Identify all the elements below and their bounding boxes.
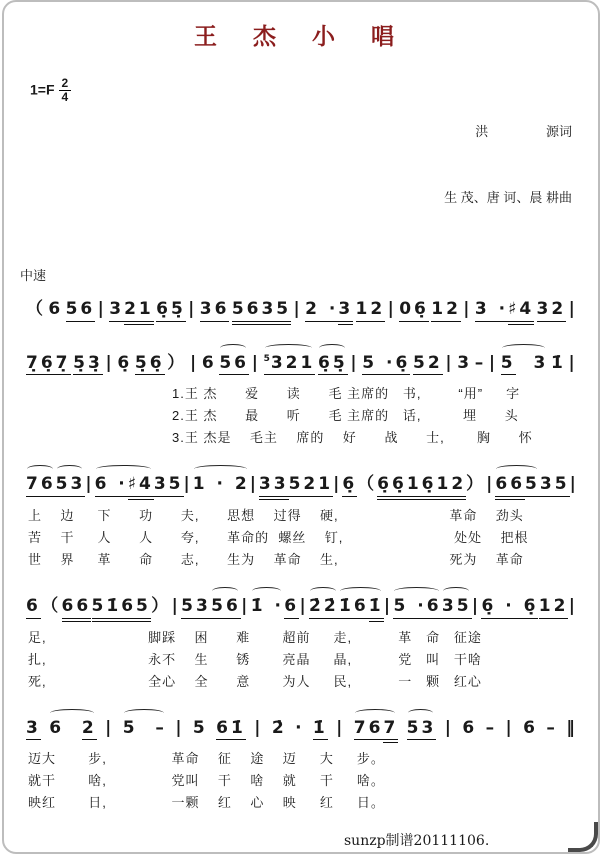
note-group [200,300,230,322]
note-token: ♯4 [128,475,154,497]
note-group [342,475,357,497]
note-group [154,475,184,497]
note-token: 6 [201,352,217,373]
music-line-2 [4,330,598,384]
note-token: 7 [383,719,398,741]
note-token: 36 [200,300,230,322]
note-token: 6 [49,717,82,738]
barline-glyph: | [486,474,496,495]
tempo-marking: 中速 [20,268,47,283]
note-group [211,597,241,619]
note-token: 56 [66,300,96,322]
note-group [41,597,61,618]
note-group [135,354,165,376]
note-group [232,300,291,322]
note-group [540,475,570,497]
barline-glyph: | [333,474,343,495]
lyric-row: 3.王 杰是 毛主 席的 好 战 士, 胸 怀 [172,430,533,446]
note-group [26,354,71,376]
note-token: （ [357,474,378,495]
barline [252,354,261,375]
barline-glyph: | [471,596,482,617]
note-token: 12 [431,300,461,322]
barline [569,354,578,375]
note-token: 3 [338,300,353,322]
note-token: 6 [523,717,538,738]
key-signature: 1=F [30,81,55,98]
barline [570,475,579,496]
note-token: 5635 [232,300,291,322]
lyric-row: 上 边 下 功 夫, 思想 过得 硬, 革命 劲头 [28,508,524,524]
note-token: （ [41,596,62,617]
note-group [475,354,487,375]
note-token: 5 · [362,354,395,376]
note-group [151,597,171,618]
note-group [49,719,97,741]
barline [190,354,199,375]
note-token: $^5$321 [264,354,316,376]
note-token: ） [466,474,487,495]
note-token: 2 [82,719,97,741]
note-token: 56 [219,354,249,376]
note-group [354,719,399,741]
barline-glyph: | [241,596,251,617]
barline [299,597,308,618]
note-token: 2 · [305,300,338,322]
note-group [272,719,287,740]
lyric-row: 迈大 步, 革命 征 途 迈 大 步。 [28,751,385,767]
note-token: 66 [62,597,92,619]
music-line-1 [4,284,598,330]
note-token: 61̇ [216,719,246,741]
barline-glyph: | [383,596,394,617]
note-group [259,475,304,497]
note-token: 52 [413,354,443,376]
note-token: 76 [26,475,56,497]
note-group [551,354,566,375]
lyrics-block-3 [4,627,598,693]
barline [250,475,259,496]
note-token: 76 [354,719,384,741]
barline [175,719,184,740]
note-token: 5 · [393,597,426,619]
music-line-3 [4,449,598,505]
note-token: 16̣12 [407,475,466,497]
barline [384,597,393,618]
note-group [62,597,92,619]
note-token: 21 [124,300,154,322]
barline-glyph: | [183,474,193,495]
lyric-row: 苦 干 人 人 夸, 革命的 螺丝 钉, 处处 把根 [28,530,529,546]
note-token: – [546,717,558,738]
note-group [48,300,63,321]
note-token: 12 [356,300,386,322]
note-token: 6̣5̣ [318,354,348,376]
note-group [486,719,498,740]
barline-glyph: | [445,352,455,373]
note-token: – [474,352,487,373]
note-token: 3 [515,352,549,373]
note-token: ） [167,352,188,373]
note-group [193,719,208,740]
lyric-row: 扎, 永不 生 锈 亮晶 晶, 党 叫 干啥 [28,651,482,667]
note-token: 2̇2̇ [309,597,339,619]
barline [188,300,197,321]
barline-glyph: ‖ [566,717,578,738]
engraver-credit: sunzp制谱20111106. [344,833,490,850]
note-group [357,475,377,496]
grace-note: 5 [263,353,270,364]
note-token: 5 [501,354,516,376]
barline [172,597,181,618]
note-token: 5̣3̣ [73,354,103,376]
note-token: 6̣6̣ [377,475,407,497]
barline-glyph: | [175,717,185,738]
lyrics-block-1 [4,383,598,449]
credits [444,77,572,253]
note-group [539,597,569,619]
barline-glyph: | [568,596,578,617]
note-group [546,719,558,740]
note-token: 2̇ [271,717,287,738]
note-group [431,300,461,322]
lyric-row: 死, 全心 全 意 为人 民, 一 颗 红心 [28,673,482,689]
score-header [4,51,598,253]
music-line-4 [4,571,598,627]
barline-glyph: | [387,299,397,319]
note-group [495,475,540,497]
note-group [466,475,486,496]
note-token: ） [151,596,172,617]
note-token: 1̇ [550,352,566,373]
barline [569,300,578,321]
note-group [475,300,534,322]
note-group [26,719,41,741]
time-signature-denominator: 4 [61,90,69,105]
barline [505,719,514,740]
note-token: 6̣ · 6̣ [481,597,538,619]
note-group [339,597,384,619]
composer-credit: 生 茂、唐 诃、晨 耕曲 [444,190,572,205]
note-token: 5̣6̣ [135,354,165,376]
note-token: 5 [289,475,304,497]
note-token: 6̣ [395,354,410,376]
note-token: 6 [284,597,299,619]
barline-glyph: | [97,299,107,319]
note-token: 6̣5̣ [156,300,186,322]
note-token: 6 [48,299,64,319]
note-token: 53 [407,719,437,741]
barline [445,354,454,375]
note-group [295,719,304,740]
lyric-row: 世 界 革 命 志, 生为 革命 生, 死为 革命 [28,552,524,568]
note-token: 1̇ [369,597,384,619]
note-token: 66 [495,475,525,497]
lyrics-block-4 [4,748,598,814]
note-group [442,597,472,619]
note-token: 1 · 2 [192,474,250,495]
lyrics-block-2 [4,505,598,571]
note-token: 35 [540,475,570,497]
note-group [117,354,132,375]
note-group [407,475,466,497]
note-group [407,719,437,741]
note-token: 12 [539,597,569,619]
note-token: 3 · [475,300,508,322]
barline [566,719,578,740]
note-token: （ [26,299,46,319]
barline [85,475,94,496]
note-token: 21 [303,475,333,497]
barline [254,719,263,740]
note-token: 6 [462,717,478,738]
note-token: 53 [181,597,211,619]
barline-glyph: | [488,352,499,373]
note-group [92,597,151,619]
note-group [73,354,103,376]
note-group [264,354,316,376]
barline-glyph: | [105,352,115,373]
lyricist-credit: 洪 源词 [475,124,572,139]
barline [336,719,345,740]
song-title: 王 杰 小 唱 [193,23,409,50]
note-token: 5 [525,475,540,497]
note-token: 5 [192,717,208,738]
note-token: 51̇65 [92,597,151,619]
note-token: 06̣ [399,300,429,322]
note-group [313,719,328,741]
barline-glyph: | [189,352,200,373]
note-token: 1̇ [313,719,328,741]
note-token: 3 [26,719,41,741]
time-signature-numerator: 2 [59,77,72,91]
barline [489,354,498,375]
lyric-row: 2.王 杰 最 听 毛 主席的 话, 埋 头 [172,408,519,424]
barline-glyph: | [251,352,261,373]
note-group [251,597,284,618]
note-group [26,597,41,619]
barline-glyph: | [505,717,515,738]
note-group [523,719,538,740]
barline [472,597,481,618]
note-group [501,354,549,376]
barline [105,719,114,740]
note-token: 5 – [122,717,167,738]
barline [106,354,115,375]
note-group [123,719,167,740]
barline-glyph: | [299,596,309,617]
barline [98,300,107,321]
barline [388,300,397,321]
note-group [66,300,96,322]
note-group [309,597,339,619]
note-token: 53 [56,475,86,497]
barline-glyph: | [249,474,259,495]
note-group [26,300,46,321]
note-token: 6̣ [342,475,357,497]
note-group [413,354,443,376]
note-group [202,354,217,375]
note-group [56,475,86,497]
note-group [219,354,249,376]
note-group [216,719,246,741]
barline-glyph: | [254,717,264,738]
note-group [537,300,567,322]
barline [333,475,342,496]
note-token: 6̣ [117,352,133,373]
barline-glyph: | [350,352,360,373]
note-group [362,354,410,376]
note-group [481,597,538,619]
barline-glyph: | [171,596,181,617]
key-time-signature [30,77,71,104]
note-group [284,597,299,619]
barline-glyph: | [336,717,346,738]
barline-glyph: | [568,299,578,319]
note-token: 1̇ · [250,596,284,617]
barline-glyph: | [188,299,198,319]
barline-glyph: | [444,717,454,738]
barline [241,597,250,618]
barline-glyph: | [105,717,115,738]
note-token: 3 [109,300,124,322]
barline [184,475,193,496]
time-signature [59,77,72,104]
barline [445,719,454,740]
lyric-row: 1.王 杰 爱 读 毛 主席的 书, “用” 字 [172,386,521,402]
note-token: – [485,717,498,738]
sheet-music-page [2,0,600,854]
note-token: 56 [211,597,241,619]
note-group [457,354,472,375]
note-group [181,597,211,619]
barline-glyph: | [463,299,473,319]
barline [350,354,359,375]
note-group [377,475,407,497]
note-token: 7̣6̣7̣ [26,354,71,376]
lyric-row: 映红 日, 一颗 红 心 映 红 日。 [28,795,385,811]
barline [294,300,303,321]
note-group [26,475,56,497]
note-token: 6 · [95,475,128,497]
lyric-row: 足, 脚踩 困 难 超前 走, 革 命 征途 [28,629,482,645]
note-token: 6 [26,597,41,619]
note-token: 3 [457,352,473,373]
note-token: 35 [154,475,184,497]
note-token: ♯4 [508,300,534,322]
barline-glyph: | [568,352,578,373]
barline [463,300,472,321]
note-group [462,719,477,740]
barline-glyph: | [293,299,303,319]
note-group [305,300,353,322]
note-token: 6 [427,597,442,619]
note-group [303,475,333,497]
note-group [95,475,154,497]
barline-glyph: | [569,474,579,495]
note-group [193,475,250,496]
note-group [109,300,154,322]
note-group [356,300,386,322]
barline-glyph: | [85,474,95,495]
note-group [399,300,429,322]
note-token: 35 [442,597,472,619]
note-group [318,354,348,376]
lyric-row: 就干 啥, 党叫 干 啥 就 干 啥。 [28,773,385,789]
music-line-5 [4,693,598,749]
note-group [167,354,187,375]
note-token: 1̇6 [339,597,369,619]
note-group [393,597,441,619]
note-group [156,300,186,322]
note-token: 33 [259,475,289,497]
note-token: · [295,717,305,738]
barline [486,475,495,496]
note-token: 32 [537,300,567,322]
barline [569,597,578,618]
